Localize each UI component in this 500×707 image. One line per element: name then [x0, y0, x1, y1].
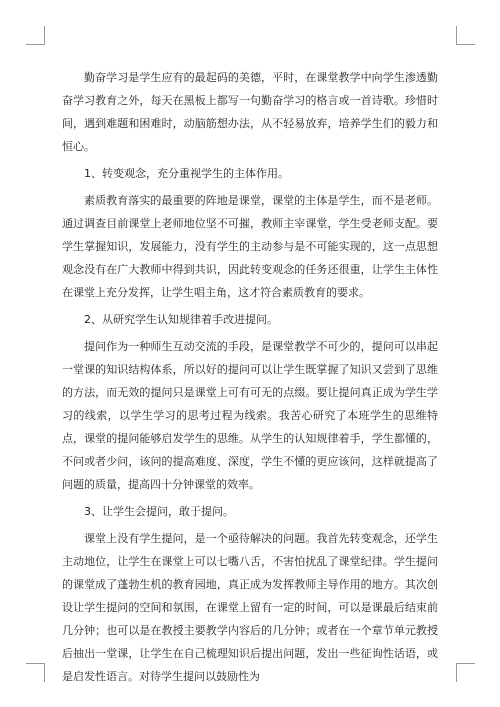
crop-mark-bottom-left — [26, 663, 45, 682]
paragraph-intro: 勤奋学习是学生应有的最起码的美德，平时，在课堂教学中向学生渗透勤奋学习教育之外，每天在黑板上都写一句勤奋学习的格言或一首诗歌。珍惜时间，遇到难题和困难时，动脑筋想办法，从不轻易放弃，培养学生们的毅力和恒心。 — [62, 71, 438, 153]
section-heading-2: 2、从研究学生认知规律着手改进提问。 — [84, 313, 278, 326]
section-heading-1: 1、转变观念，充分重视学生的主体作用。 — [84, 167, 289, 180]
section-heading-3: 3、让学生会提问，敢于提问。 — [84, 505, 234, 518]
paragraph-section-2: 提问作为一种师生互动交流的手段，是课堂教学不可少的，提问可以串起一堂课的知识结构体系，所以好的提问可以让学生既掌握了知识又尝到了思维的方法，而无效的提问只是课堂上可有可无的点缀。要让提问真正成为学生学习的线索，以学生学习的思考过程为线索。我苦心研究了本班学生的思维特点，课堂的提问能够启发学生的思维。从学生的认知规律着手，学生都懂的，不问或者少问，该问的提高难度、深度，学生不懂的更应该问，这样就提高了问题的质量，提高四十分钟课堂的效率。 — [62, 340, 438, 491]
crop-mark-bottom-right — [456, 663, 475, 682]
document-body — [62, 66, 438, 692]
crop-mark-top-right — [456, 26, 475, 45]
paragraph-section-3: 课堂上没有学生提问，是一个亟待解决的问题。我首先转变观念，还学生主动地位，让学生在课堂上可以七嘴八舌，不害怕扰乱了课堂纪律。学生提问的课堂成了蓬勃生机的教育园地，真正成为发挥教师主导作用的地方。其次创设让学生提问的空间和氛围，在课堂上留有一定的时间，可以是课最后结束前几分钟；也可以是在教授主要教学内容后的几分钟；或者在一个章节单元教授后抽出一堂课，让学生在自己梳理知识后提出问题，发出一些征询性话语，或是启发性语言。对待学生提问以鼓励性为 — [62, 532, 438, 683]
paragraph-section-1: 素质教育落实的最重要的阵地是课堂，课堂的主体是学生，而不是老师。通过调查目前课堂上老师地位坚不可摧，教师主宰课堂，学生受老师支配。要学生掌握知识，发展能力，没有学生的主动参与是不可能实现的，这一点思想观念没有在广大教师中得到共识，因此转变观念的任务还很重，让学生主体性在课堂上充分发挥，让学生唱主角，这才符合素质教育的要求。 — [62, 194, 438, 299]
crop-mark-top-left — [26, 26, 45, 45]
